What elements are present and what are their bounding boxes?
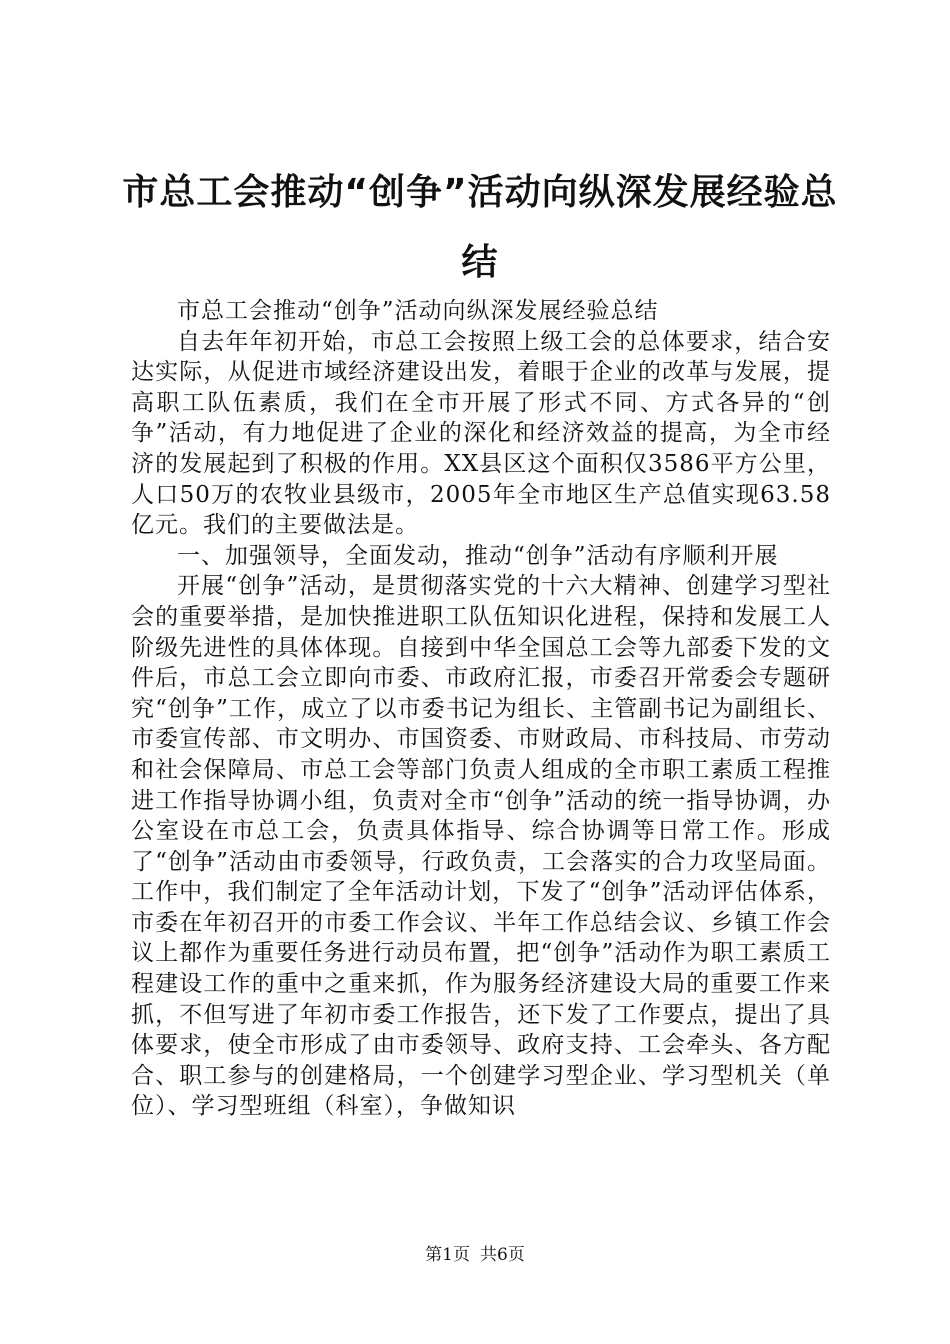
page-number: 第1页 (425, 1245, 470, 1265)
page-footer (0, 1244, 950, 1266)
document-body (131, 296, 831, 1122)
paragraph-intro: 自去年年初开始，市总工会按照上级工会的总体要求，结合安达实际，从促进市域经济建设出发，着眼于企业的改革与发展，提高职工队伍素质，我们在全市开展了形式不同、方式各异的“创争”活动，有力地促进了企业的深化和经济效益的提高，为全市经济的发展起到了积极的作用。XX县区这个面积仅3586平方公里，人口50万的农牧业县级市，2005年全市地区生产总值实现63.58亿元。我们的主要做法是。 (131, 328, 831, 539)
document-title: 市总工会推动“创争”活动向纵深发展经验总结 (122, 172, 838, 283)
paragraph-subtitle: 市总工会推动“创争”活动向纵深发展经验总结 (177, 298, 659, 324)
paragraph-section-1: 开展“创争”活动，是贯彻落实党的十六大精神、创建学习型社会的重要举措，是加快推进职工队伍知识化进程，保持和发展工人阶级先进性的具体体现。自接到中华全国总工会等九部委下发的文件后，市总工会立即向市委、市政府汇报，市委召开常委会专题研究“创争”工作，成立了以市委书记为组长、主管副书记为副组长、市委宣传部、市文明办、市国资委、市财政局、市科技局、市劳动和社会保障局、市总工会等部门负责人组成的全市职工素质工程推进工作指导协调小组，负责对全市“创争”活动的统一指导协调，办公室设在市总工会，负责具体指导、综合协调等日常工作。形成了“创争”活动由市委领导，行政负责，工会落实的合力攻坚局面。工作中，我们制定了全年活动计划，下发了“创争”活动评估体系，市委在年初召开的市委工作会议、半年工作总结会议、乡镇工作会议上都作为重要任务进行动员布置，把“创争”活动作为职工素质工程建设工作的重中之重来抓，作为服务经济建设大局的重要工作来抓，不但写进了年初市委工作报告，还下发了工作要点，提出了具体要求，使全市形成了由市委领导、政府支持、工会牵头、各方配合、职工参与的创建格局，一个创建学习型企业、学习型机关（单位）、学习型班组（科室），争做知识 (131, 573, 831, 1120)
section-heading-1: 一、加强领导，全面发动，推动“创争”活动有序顺利开展 (177, 542, 779, 569)
page-total: 共6页 (480, 1245, 525, 1265)
